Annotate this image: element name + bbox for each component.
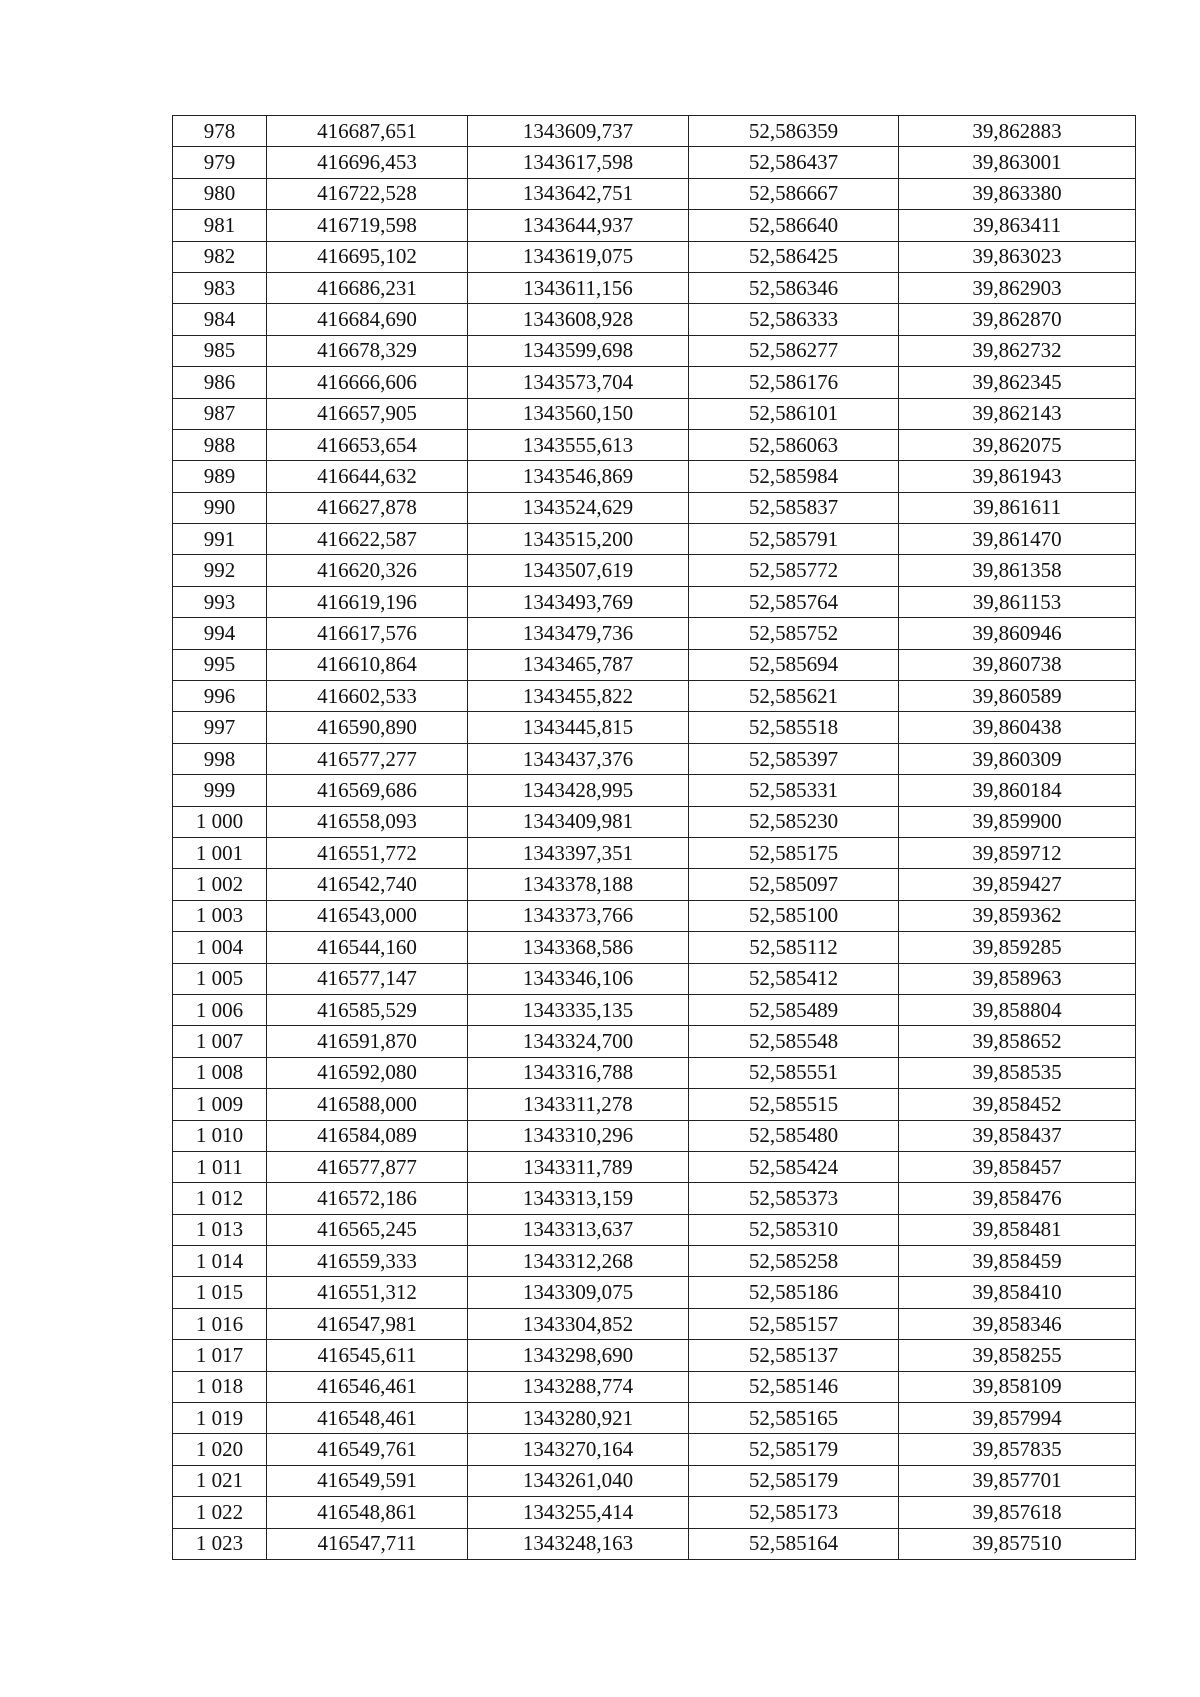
y-coordinate-cell: 1343255,414	[468, 1497, 689, 1528]
point-number-cell: 994	[173, 618, 267, 649]
longitude-cell: 39,863411	[899, 210, 1136, 241]
x-coordinate-cell: 416592,080	[267, 1057, 468, 1088]
x-coordinate-cell: 416678,329	[267, 335, 468, 366]
y-coordinate-cell: 1343335,135	[468, 994, 689, 1025]
latitude-cell: 52,586425	[689, 241, 899, 272]
x-coordinate-cell: 416686,231	[267, 272, 468, 303]
table-row	[173, 1371, 1136, 1402]
point-number-cell: 980	[173, 178, 267, 209]
longitude-cell: 39,861470	[899, 524, 1136, 555]
point-number-cell: 986	[173, 367, 267, 398]
y-coordinate-cell: 1343378,188	[468, 869, 689, 900]
longitude-cell: 39,858255	[899, 1340, 1136, 1371]
latitude-cell: 52,585165	[689, 1403, 899, 1434]
point-number-cell: 1 004	[173, 932, 267, 963]
longitude-cell: 39,861943	[899, 461, 1136, 492]
latitude-cell: 52,586176	[689, 367, 899, 398]
latitude-cell: 52,585694	[689, 649, 899, 680]
x-coordinate-cell: 416547,981	[267, 1308, 468, 1339]
coordinates-table	[172, 115, 1136, 1560]
point-number-cell: 1 022	[173, 1497, 267, 1528]
latitude-cell: 52,585137	[689, 1340, 899, 1371]
x-coordinate-cell: 416569,686	[267, 775, 468, 806]
point-number-cell: 978	[173, 116, 267, 147]
point-number-cell: 988	[173, 429, 267, 460]
y-coordinate-cell: 1343445,815	[468, 712, 689, 743]
y-coordinate-cell: 1343324,700	[468, 1026, 689, 1057]
table-row	[173, 869, 1136, 900]
longitude-cell: 39,858437	[899, 1120, 1136, 1151]
longitude-cell: 39,857701	[899, 1465, 1136, 1496]
latitude-cell: 52,585791	[689, 524, 899, 555]
y-coordinate-cell: 1343644,937	[468, 210, 689, 241]
y-coordinate-cell: 1343316,788	[468, 1057, 689, 1088]
x-coordinate-cell: 416544,160	[267, 932, 468, 963]
table-row	[173, 1308, 1136, 1339]
point-number-cell: 1 015	[173, 1277, 267, 1308]
latitude-cell: 52,585186	[689, 1277, 899, 1308]
longitude-cell: 39,857510	[899, 1528, 1136, 1559]
table-row	[173, 900, 1136, 931]
table-row	[173, 932, 1136, 963]
y-coordinate-cell: 1343428,995	[468, 775, 689, 806]
point-number-cell: 1 011	[173, 1151, 267, 1182]
latitude-cell: 52,586101	[689, 398, 899, 429]
y-coordinate-cell: 1343248,163	[468, 1528, 689, 1559]
x-coordinate-cell: 416695,102	[267, 241, 468, 272]
latitude-cell: 52,586063	[689, 429, 899, 460]
x-coordinate-cell: 416644,632	[267, 461, 468, 492]
table-row	[173, 492, 1136, 523]
longitude-cell: 39,858459	[899, 1246, 1136, 1277]
latitude-cell: 52,585764	[689, 586, 899, 617]
table-row	[173, 1214, 1136, 1245]
table-row	[173, 1183, 1136, 1214]
point-number-cell: 997	[173, 712, 267, 743]
x-coordinate-cell: 416545,611	[267, 1340, 468, 1371]
longitude-cell: 39,860309	[899, 743, 1136, 774]
latitude-cell: 52,586667	[689, 178, 899, 209]
longitude-cell: 39,858652	[899, 1026, 1136, 1057]
table-row	[173, 775, 1136, 806]
x-coordinate-cell: 416549,761	[267, 1434, 468, 1465]
latitude-cell: 52,585397	[689, 743, 899, 774]
coordinates-table-body	[173, 116, 1136, 1560]
x-coordinate-cell: 416610,864	[267, 649, 468, 680]
longitude-cell: 39,861153	[899, 586, 1136, 617]
latitude-cell: 52,586346	[689, 272, 899, 303]
latitude-cell: 52,585772	[689, 555, 899, 586]
y-coordinate-cell: 1343373,766	[468, 900, 689, 931]
x-coordinate-cell: 416577,877	[267, 1151, 468, 1182]
y-coordinate-cell: 1343507,619	[468, 555, 689, 586]
latitude-cell: 52,585310	[689, 1214, 899, 1245]
x-coordinate-cell: 416696,453	[267, 147, 468, 178]
longitude-cell: 39,862732	[899, 335, 1136, 366]
y-coordinate-cell: 1343288,774	[468, 1371, 689, 1402]
latitude-cell: 52,585480	[689, 1120, 899, 1151]
x-coordinate-cell: 416551,312	[267, 1277, 468, 1308]
latitude-cell: 52,585100	[689, 900, 899, 931]
longitude-cell: 39,858476	[899, 1183, 1136, 1214]
point-number-cell: 979	[173, 147, 267, 178]
x-coordinate-cell: 416666,606	[267, 367, 468, 398]
table-row	[173, 367, 1136, 398]
table-row	[173, 586, 1136, 617]
longitude-cell: 39,858346	[899, 1308, 1136, 1339]
x-coordinate-cell: 416684,690	[267, 304, 468, 335]
x-coordinate-cell: 416622,587	[267, 524, 468, 555]
y-coordinate-cell: 1343608,928	[468, 304, 689, 335]
y-coordinate-cell: 1343346,106	[468, 963, 689, 994]
latitude-cell: 52,585146	[689, 1371, 899, 1402]
latitude-cell: 52,585173	[689, 1497, 899, 1528]
y-coordinate-cell: 1343617,598	[468, 147, 689, 178]
point-number-cell: 981	[173, 210, 267, 241]
y-coordinate-cell: 1343465,787	[468, 649, 689, 680]
y-coordinate-cell: 1343573,704	[468, 367, 689, 398]
longitude-cell: 39,859362	[899, 900, 1136, 931]
point-number-cell: 1 019	[173, 1403, 267, 1434]
point-number-cell: 1 014	[173, 1246, 267, 1277]
longitude-cell: 39,858481	[899, 1214, 1136, 1245]
longitude-cell: 39,863001	[899, 147, 1136, 178]
latitude-cell: 52,585551	[689, 1057, 899, 1088]
x-coordinate-cell: 416577,277	[267, 743, 468, 774]
point-number-cell: 992	[173, 555, 267, 586]
latitude-cell: 52,585179	[689, 1465, 899, 1496]
table-row	[173, 1151, 1136, 1182]
latitude-cell: 52,585112	[689, 932, 899, 963]
x-coordinate-cell: 416620,326	[267, 555, 468, 586]
x-coordinate-cell: 416584,089	[267, 1120, 468, 1151]
table-row	[173, 806, 1136, 837]
point-number-cell: 1 001	[173, 837, 267, 868]
table-row	[173, 1528, 1136, 1559]
table-row	[173, 178, 1136, 209]
table-row	[173, 743, 1136, 774]
y-coordinate-cell: 1343311,789	[468, 1151, 689, 1182]
point-number-cell: 1 003	[173, 900, 267, 931]
table-row	[173, 1246, 1136, 1277]
point-number-cell: 983	[173, 272, 267, 303]
y-coordinate-cell: 1343479,736	[468, 618, 689, 649]
point-number-cell: 1 010	[173, 1120, 267, 1151]
x-coordinate-cell: 416565,245	[267, 1214, 468, 1245]
point-number-cell: 993	[173, 586, 267, 617]
latitude-cell: 52,586640	[689, 210, 899, 241]
point-number-cell: 995	[173, 649, 267, 680]
latitude-cell: 52,585837	[689, 492, 899, 523]
longitude-cell: 39,858804	[899, 994, 1136, 1025]
latitude-cell: 52,585412	[689, 963, 899, 994]
longitude-cell: 39,862903	[899, 272, 1136, 303]
y-coordinate-cell: 1343611,156	[468, 272, 689, 303]
latitude-cell: 52,586333	[689, 304, 899, 335]
table-row	[173, 1434, 1136, 1465]
table-row	[173, 524, 1136, 555]
y-coordinate-cell: 1343310,296	[468, 1120, 689, 1151]
point-number-cell: 1 021	[173, 1465, 267, 1496]
point-number-cell: 998	[173, 743, 267, 774]
table-row	[173, 304, 1136, 335]
longitude-cell: 39,860946	[899, 618, 1136, 649]
y-coordinate-cell: 1343524,629	[468, 492, 689, 523]
y-coordinate-cell: 1343298,690	[468, 1340, 689, 1371]
longitude-cell: 39,861611	[899, 492, 1136, 523]
y-coordinate-cell: 1343555,613	[468, 429, 689, 460]
longitude-cell: 39,858535	[899, 1057, 1136, 1088]
point-number-cell: 1 012	[173, 1183, 267, 1214]
table-row	[173, 461, 1136, 492]
y-coordinate-cell: 1343546,869	[468, 461, 689, 492]
point-number-cell: 987	[173, 398, 267, 429]
x-coordinate-cell: 416719,598	[267, 210, 468, 241]
table-row	[173, 1057, 1136, 1088]
point-number-cell: 990	[173, 492, 267, 523]
table-row	[173, 712, 1136, 743]
x-coordinate-cell: 416619,196	[267, 586, 468, 617]
latitude-cell: 52,586359	[689, 116, 899, 147]
x-coordinate-cell: 416551,772	[267, 837, 468, 868]
latitude-cell: 52,585548	[689, 1026, 899, 1057]
x-coordinate-cell: 416588,000	[267, 1089, 468, 1120]
x-coordinate-cell: 416585,529	[267, 994, 468, 1025]
longitude-cell: 39,858963	[899, 963, 1136, 994]
point-number-cell: 1 020	[173, 1434, 267, 1465]
x-coordinate-cell: 416547,711	[267, 1528, 468, 1559]
table-row	[173, 1465, 1136, 1496]
x-coordinate-cell: 416653,654	[267, 429, 468, 460]
point-number-cell: 989	[173, 461, 267, 492]
latitude-cell: 52,585175	[689, 837, 899, 868]
y-coordinate-cell: 1343270,164	[468, 1434, 689, 1465]
y-coordinate-cell: 1343619,075	[468, 241, 689, 272]
table-row	[173, 241, 1136, 272]
y-coordinate-cell: 1343599,698	[468, 335, 689, 366]
latitude-cell: 52,585752	[689, 618, 899, 649]
point-number-cell: 1 008	[173, 1057, 267, 1088]
point-number-cell: 1 005	[173, 963, 267, 994]
table-row	[173, 1340, 1136, 1371]
longitude-cell: 39,862345	[899, 367, 1136, 398]
x-coordinate-cell: 416591,870	[267, 1026, 468, 1057]
latitude-cell: 52,586437	[689, 147, 899, 178]
longitude-cell: 39,859285	[899, 932, 1136, 963]
y-coordinate-cell: 1343368,586	[468, 932, 689, 963]
x-coordinate-cell: 416549,591	[267, 1465, 468, 1496]
y-coordinate-cell: 1343280,921	[468, 1403, 689, 1434]
point-number-cell: 1 006	[173, 994, 267, 1025]
x-coordinate-cell: 416548,861	[267, 1497, 468, 1528]
x-coordinate-cell: 416546,461	[267, 1371, 468, 1402]
latitude-cell: 52,585424	[689, 1151, 899, 1182]
x-coordinate-cell: 416572,186	[267, 1183, 468, 1214]
latitude-cell: 52,585515	[689, 1089, 899, 1120]
point-number-cell: 984	[173, 304, 267, 335]
y-coordinate-cell: 1343515,200	[468, 524, 689, 555]
longitude-cell: 39,858109	[899, 1371, 1136, 1402]
longitude-cell: 39,859900	[899, 806, 1136, 837]
table-row	[173, 1120, 1136, 1151]
table-row	[173, 681, 1136, 712]
longitude-cell: 39,862075	[899, 429, 1136, 460]
table-row	[173, 618, 1136, 649]
y-coordinate-cell: 1343309,075	[468, 1277, 689, 1308]
latitude-cell: 52,585258	[689, 1246, 899, 1277]
point-number-cell: 1 018	[173, 1371, 267, 1402]
y-coordinate-cell: 1343313,637	[468, 1214, 689, 1245]
table-row	[173, 1403, 1136, 1434]
table-row	[173, 147, 1136, 178]
table-row	[173, 837, 1136, 868]
x-coordinate-cell: 416617,576	[267, 618, 468, 649]
latitude-cell: 52,585157	[689, 1308, 899, 1339]
table-row	[173, 116, 1136, 147]
y-coordinate-cell: 1343409,981	[468, 806, 689, 837]
y-coordinate-cell: 1343312,268	[468, 1246, 689, 1277]
longitude-cell: 39,859427	[899, 869, 1136, 900]
longitude-cell: 39,863023	[899, 241, 1136, 272]
y-coordinate-cell: 1343493,769	[468, 586, 689, 617]
point-number-cell: 1 009	[173, 1089, 267, 1120]
longitude-cell: 39,858410	[899, 1277, 1136, 1308]
y-coordinate-cell: 1343642,751	[468, 178, 689, 209]
longitude-cell: 39,858457	[899, 1151, 1136, 1182]
y-coordinate-cell: 1343304,852	[468, 1308, 689, 1339]
y-coordinate-cell: 1343560,150	[468, 398, 689, 429]
y-coordinate-cell: 1343313,159	[468, 1183, 689, 1214]
point-number-cell: 1 013	[173, 1214, 267, 1245]
longitude-cell: 39,863380	[899, 178, 1136, 209]
table-row	[173, 335, 1136, 366]
longitude-cell: 39,860738	[899, 649, 1136, 680]
x-coordinate-cell: 416657,905	[267, 398, 468, 429]
latitude-cell: 52,585489	[689, 994, 899, 1025]
latitude-cell: 52,585621	[689, 681, 899, 712]
x-coordinate-cell: 416722,528	[267, 178, 468, 209]
x-coordinate-cell: 416577,147	[267, 963, 468, 994]
x-coordinate-cell: 416548,461	[267, 1403, 468, 1434]
point-number-cell: 1 000	[173, 806, 267, 837]
latitude-cell: 52,585373	[689, 1183, 899, 1214]
y-coordinate-cell: 1343455,822	[468, 681, 689, 712]
table-row	[173, 1277, 1136, 1308]
latitude-cell: 52,585331	[689, 775, 899, 806]
latitude-cell: 52,585164	[689, 1528, 899, 1559]
table-row	[173, 555, 1136, 586]
latitude-cell: 52,585097	[689, 869, 899, 900]
y-coordinate-cell: 1343311,278	[468, 1089, 689, 1120]
longitude-cell: 39,860438	[899, 712, 1136, 743]
point-number-cell: 991	[173, 524, 267, 555]
y-coordinate-cell: 1343609,737	[468, 116, 689, 147]
point-number-cell: 1 007	[173, 1026, 267, 1057]
point-number-cell: 1 002	[173, 869, 267, 900]
point-number-cell: 999	[173, 775, 267, 806]
table-row	[173, 1089, 1136, 1120]
x-coordinate-cell: 416687,651	[267, 116, 468, 147]
longitude-cell: 39,862883	[899, 116, 1136, 147]
longitude-cell: 39,860184	[899, 775, 1136, 806]
longitude-cell: 39,862143	[899, 398, 1136, 429]
longitude-cell: 39,859712	[899, 837, 1136, 868]
point-number-cell: 982	[173, 241, 267, 272]
x-coordinate-cell: 416602,533	[267, 681, 468, 712]
x-coordinate-cell: 416559,333	[267, 1246, 468, 1277]
y-coordinate-cell: 1343261,040	[468, 1465, 689, 1496]
table-row	[173, 210, 1136, 241]
x-coordinate-cell: 416542,740	[267, 869, 468, 900]
latitude-cell: 52,585230	[689, 806, 899, 837]
point-number-cell: 1 016	[173, 1308, 267, 1339]
y-coordinate-cell: 1343397,351	[468, 837, 689, 868]
table-row	[173, 994, 1136, 1025]
point-number-cell: 985	[173, 335, 267, 366]
table-row	[173, 398, 1136, 429]
longitude-cell: 39,861358	[899, 555, 1136, 586]
table-row	[173, 1497, 1136, 1528]
longitude-cell: 39,857618	[899, 1497, 1136, 1528]
point-number-cell: 996	[173, 681, 267, 712]
longitude-cell: 39,860589	[899, 681, 1136, 712]
longitude-cell: 39,858452	[899, 1089, 1136, 1120]
y-coordinate-cell: 1343437,376	[468, 743, 689, 774]
longitude-cell: 39,862870	[899, 304, 1136, 335]
x-coordinate-cell: 416590,890	[267, 712, 468, 743]
table-row	[173, 1026, 1136, 1057]
x-coordinate-cell: 416543,000	[267, 900, 468, 931]
latitude-cell: 52,585179	[689, 1434, 899, 1465]
point-number-cell: 1 017	[173, 1340, 267, 1371]
point-number-cell: 1 023	[173, 1528, 267, 1559]
table-row	[173, 429, 1136, 460]
longitude-cell: 39,857994	[899, 1403, 1136, 1434]
table-row	[173, 272, 1136, 303]
longitude-cell: 39,857835	[899, 1434, 1136, 1465]
table-row	[173, 649, 1136, 680]
table-row	[173, 963, 1136, 994]
latitude-cell: 52,585518	[689, 712, 899, 743]
latitude-cell: 52,585984	[689, 461, 899, 492]
x-coordinate-cell: 416558,093	[267, 806, 468, 837]
latitude-cell: 52,586277	[689, 335, 899, 366]
x-coordinate-cell: 416627,878	[267, 492, 468, 523]
